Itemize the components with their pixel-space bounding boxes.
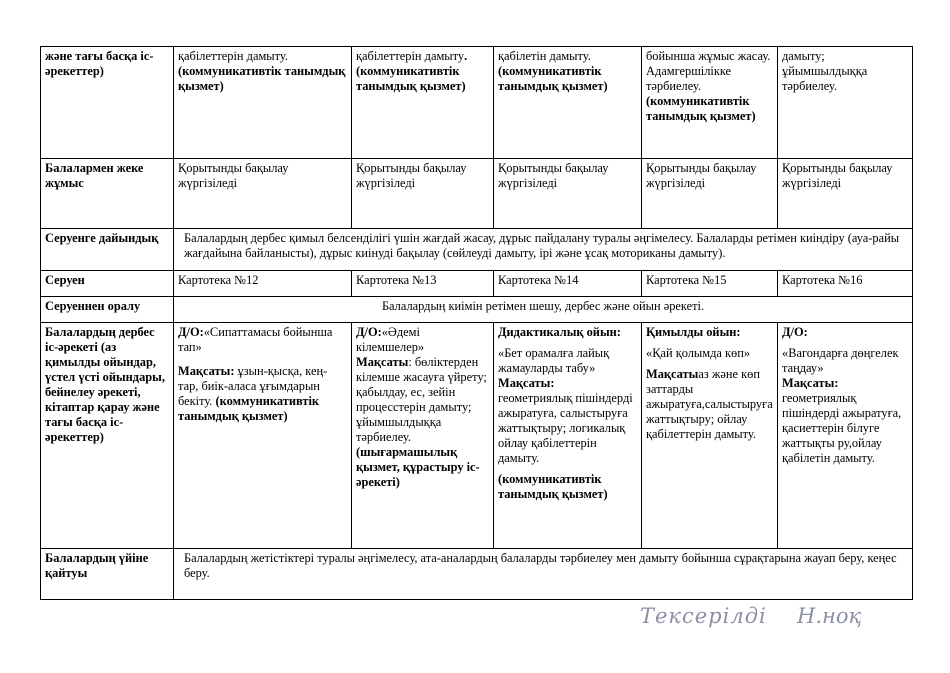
goal-text: аз және көп заттарды ажыратуға,салыстыруға жаттықтыру; ойлау қабілеттерін дамыту. (646, 367, 773, 441)
cell (352, 323, 494, 549)
game-name: «Қай қолымда көп» (646, 346, 751, 360)
cell-tag: (шығармашылық қызмет, құрастыру іс-әрекеті) (356, 445, 480, 489)
game-name: «Бет орамалға лайық жамауларды табу» (498, 346, 610, 375)
cell-tag: (коммуникативтік танымдық қызмет) (498, 64, 608, 93)
game-type: Д/О: (782, 325, 808, 339)
row-label: Серуен (41, 271, 174, 297)
game-type: Дидактикалық ойын: (498, 325, 621, 339)
cell-tag: (коммуникативтік танымдық қызмет) (646, 94, 756, 123)
checked-signature: Тексерілді (640, 604, 767, 628)
row-individual-work (41, 159, 913, 229)
merged-cell: Балалардың дербес қимыл белсенділігі үшін жағдай жасау, дұрыс пайдалану туралы әңгімелесу. Балаларды ретімен киіндіру (ауа-райы жағдайына байланысты), дұрыс киінуді бақылау (сөйлеуді дамыту, ірі және ұсақ моториканы дамыту). (174, 229, 913, 271)
row-activities-continued (41, 47, 913, 159)
row-label: және тағы басқа іс-әрекеттер) (41, 47, 174, 159)
game-name: «Вагондарға дөңгелек таңдау» (782, 346, 899, 375)
goal-text: геометриялық пішіндерді ажыратуға, салыстыруға жаттықтыру; логикалық ойлау қабілеттерін дамыту. (498, 391, 633, 465)
row-label: Серуеннен оралу (41, 297, 174, 323)
cell: Картотека №14 (494, 271, 642, 297)
signature-initials: Н.ноқ (797, 604, 862, 628)
cell: Картотека №13 (352, 271, 494, 297)
cell: дамыту; ұйымшылдыққа тәрбиелеу. (778, 47, 913, 159)
game-type: Д/О: (178, 325, 204, 339)
cell-text: қабілетін дамыту. (498, 49, 591, 63)
row-independent-activity (41, 323, 913, 549)
goal-text: ұзын-қысқа, кең-тар, биік-аласа ұғымдарын бекіту. (178, 364, 328, 408)
row-walk-preparation (41, 229, 913, 271)
goal-text: : бөліктерден кілемше жасауға үйрету; қабылдау, ес, зейін процесстерін дамыту; ұйымшылдыққа тәрбиелеу. (356, 355, 487, 444)
cell (174, 47, 352, 159)
cell: Картотека №12 (174, 271, 352, 297)
goal-label: Мақсаты: (178, 364, 235, 378)
goal-text: геометриялық пішіндерді ажыратуға, қасиеттерін білуге жаттықты ру,ойлау қабілетін дамыту. (782, 391, 902, 465)
daily-plan-table (40, 46, 913, 600)
cell (642, 47, 778, 159)
cell (494, 47, 642, 159)
row-going-home (41, 549, 913, 600)
goal-label: Мақсаты (356, 355, 409, 369)
cell-text: қабілеттерін дамыту. (178, 49, 288, 63)
goal-label: Мақсаты: (498, 376, 555, 390)
cell-tag: (коммуникативтік танымдық қызмет) (178, 64, 346, 93)
game-type: Қимылды ойын: (646, 325, 741, 339)
goal-label: Мақсаты: (782, 376, 839, 390)
goal-label: Мақсаты (646, 367, 699, 381)
row-label: Балалардың дербес іс-әрекеті (аз қимылды ойындар, үстел үсті ойындары, бейнелеу әрекеті, кітаптар қарау және тағы басқа іс-әрекеттер) (41, 323, 174, 549)
row-walk (41, 271, 913, 297)
cell-tag: (коммуникативтік танымдық қызмет) (498, 472, 608, 501)
cell-tag: (коммуникативтік танымдық қызмет) (178, 394, 320, 423)
cell: Қорытынды бақылау жүргізіледі (352, 159, 494, 229)
game-type: Д/О: (356, 325, 382, 339)
cell-tag: . (коммуникативтік танымдық қызмет) (356, 49, 468, 93)
row-label: Серуенге дайындық (41, 229, 174, 271)
cell (494, 323, 642, 549)
row-label: Балалардың үйіне қайтуы (41, 549, 174, 600)
cell (642, 323, 778, 549)
cell-text: қабілеттерін дамыту (356, 49, 465, 63)
cell: Картотека №16 (778, 271, 913, 297)
cell: Қорытынды бақылау жүргізіледі (778, 159, 913, 229)
cell: Қорытынды бақылау жүргізіледі (174, 159, 352, 229)
cell: Қорытынды бақылау жүргізіледі (642, 159, 778, 229)
cell: Картотека №15 (642, 271, 778, 297)
row-return-from-walk (41, 297, 913, 323)
cell-text: бойынша жұмыс жасау. Адамгершілікке тәрбиелеу. (646, 49, 771, 93)
game-name: «Сипаттамасы бойынша тап» (178, 325, 333, 354)
merged-cell: Балалардың жетістіктері туралы әңгімелесу, ата-аналардың балаларды тәрбиелеу мен дамыту бойынша сұрақтарына жауап беру, кеңес беру. (174, 549, 913, 600)
merged-cell: Балалардың киімін ретімен шешу, дербес және ойын әрекеті. (174, 297, 913, 323)
game-name: «Әдемі кілемшелер» (356, 325, 425, 354)
cell (174, 323, 352, 549)
cell: Қорытынды бақылау жүргізіледі (494, 159, 642, 229)
cell (778, 323, 913, 549)
row-label: Балалармен жеке жұмыс (41, 159, 174, 229)
cell (352, 47, 494, 159)
